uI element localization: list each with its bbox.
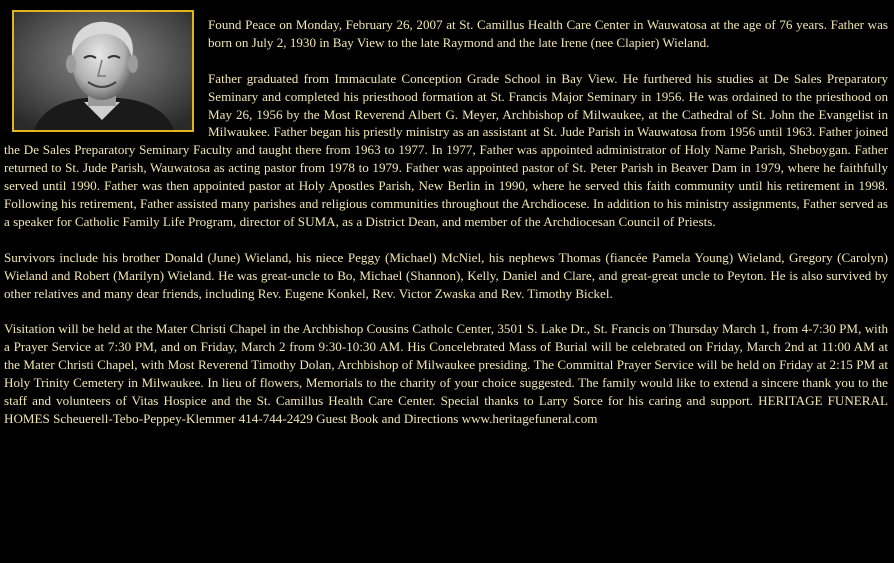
obituary-paragraph-4: Visitation will be held at the Mater Christi Chapel in the Archbishop Cousins Catholc Center, 3501 S. Lake Dr., St. Francis on Thursday March 1, from 4-7:30 PM, with a Prayer Service at 7:30 PM, and on Friday, March 2 from 9:30-10:30 AM. His Concelebrated Mass of Burial will be celebrated on Friday, March 2nd at 11:00 AM at the Mater Christi Chapel, with Most Reverend Timothy Dolan, Archbishop of Milwaukee presiding. The Committal Prayer Service will be held on Friday at 2:15 PM at Holy Trinity Cemetery in Milwaukee. In lieu of flowers, Memorials to the charity of your choice suggested. The family would like to extend a sincere thank you to the staff and volunteers of Vitas Hospice and the St. Camillus Health Care Center. Special thanks to Larry Sorce for his caring and support. HERITAGE FUNERAL HOMES Scheuerell-Tebo-Peppey-Klemmer 414-744-2429 Guest Book and Directions www.heritagefuneral.com <box>4 321 888 426</box>
obituary-paragraph-1: Found Peace on Monday, February 26, 2007 at St. Camillus Health Care Center in Wauwatosa at the age of 76 years. Father was born on July 2, 1930 in Bay View to the late Raymond and the late Irene (nee Clapier) Wieland. <box>208 17 888 50</box>
obituary-paragraph-2: Father graduated from Immaculate Conception Grade School in Bay View. He furthered his studies at De Sales Preparatory Seminary and completed his priesthood formation at St. Francis Major Seminary in 1956. He was ordained to the priesthood on May 26, 1956 by the Most Reverend Albert G. Meyer, Archbishop of Milwaukee, at the Cathedral of St. John the Evangelist in Milwaukee. Father began his priestly ministry as an assistant at St. Jude Parish in Wauwatosa from 1956 until 1963. Father joined the De Sales Preparatory Seminary Faculty and taught there from 1963 to 1977. In 1977, Father was appointed administrator of Holy Name Parish, Sheboygan. Father returned to St. Jude Parish, Wauwatosa as acting pastor from 1978 to 1979. Father was appointed pastor of St. Peter Parish in Beaver Dam in 1979, where he faithfully served until 1990. Father was then appointed pastor at Holy Apostles Parish, New Berlin in 1990, where he served this faith community until his retirement in 1998. Following his retirement, Father assisted many parishes and religious communities throughout the Archdiocese. In addition to his ministry assignments, Father served as a speaker for Catholic Family Life Program, director of SUMA, as a District Dean, and member of the Archdiocesan Council of Priests. <box>4 70 888 229</box>
obituary-article <box>4 10 888 446</box>
portrait-photo-icon <box>14 12 192 130</box>
portrait-photo <box>12 10 194 132</box>
obituary-paragraph-3: Survivors include his brother Donald (June) Wieland, his niece Peggy (Michael) McNiel, his nephews Thomas (fiancée Pamela Young) Wieland, Gregory (Carolyn) Wieland and Robert (Marilyn) Wieland. He was great-uncle to Bo, Michael (Shannon), Kelly, Daniel and Clare, and great-great uncle to Peyton. He is also survived by other relatives and many dear friends, including Rev. Eugene Konkel, Rev. Victor Zwaska and Rev. Timothy Bickel. <box>4 249 888 301</box>
